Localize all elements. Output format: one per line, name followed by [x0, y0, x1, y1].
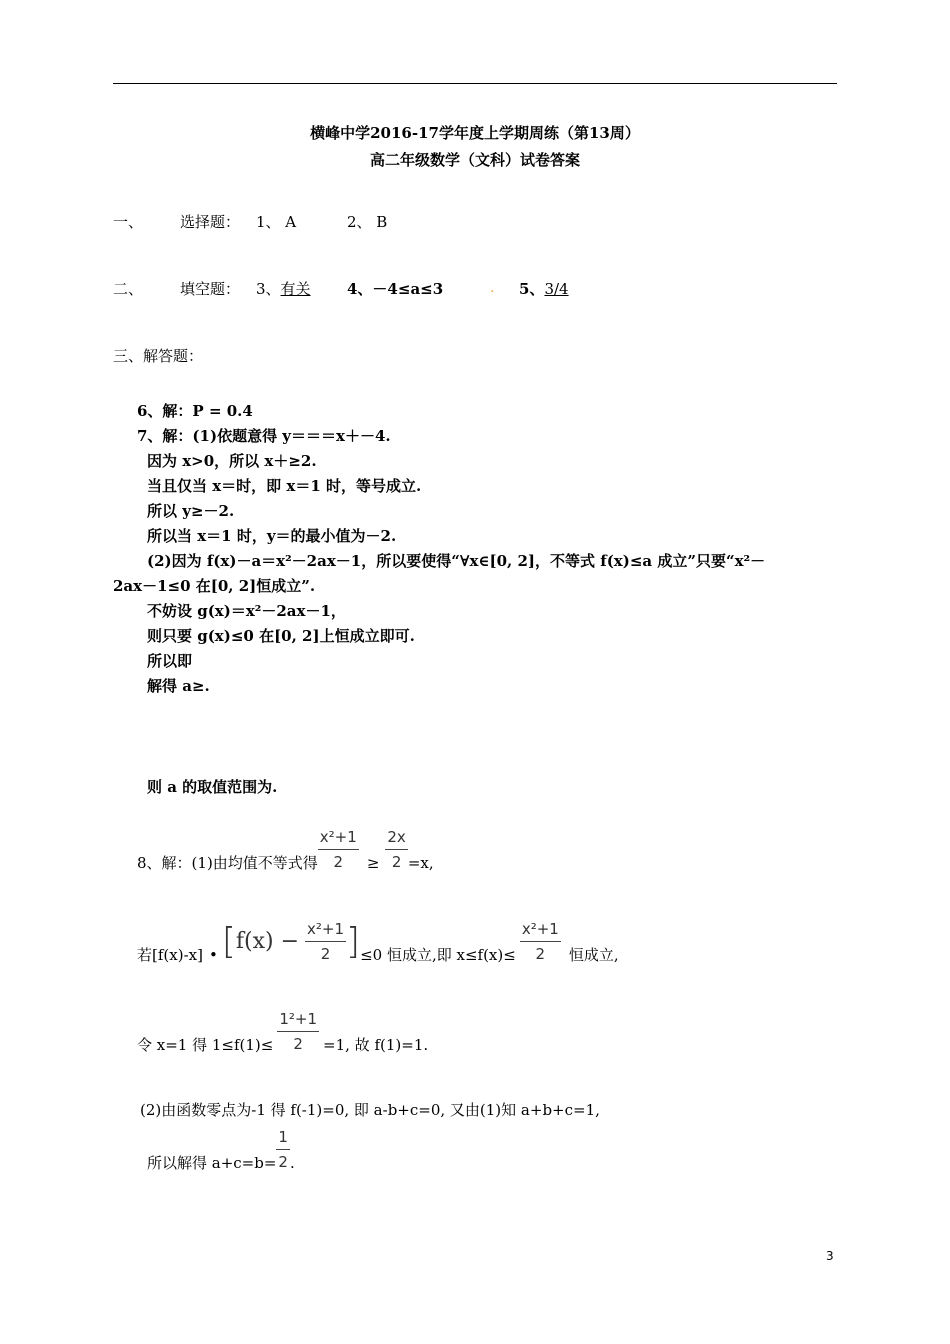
answer-8-line-1 [137, 826, 434, 873]
fraction-1-over-2 [276, 1128, 290, 1171]
answer-q5 [519, 278, 589, 299]
answer-8-line-5 [147, 1126, 295, 1173]
fraction-denominator: 2 [391, 853, 402, 871]
answer-8-line-4: (2)由函数零点为-1 得 f(-1)=0, 即 a-b+c=0, 又由(1)知 a+b+c=1, [140, 1101, 600, 1119]
answer-8-line-5-suffix: . [289, 1153, 295, 1172]
answer-7-line-9: 则只要 g(x)≤0 在[0, 2]上恒成立即可. [147, 627, 415, 645]
answer-8-line-1-suffix: =x, [407, 853, 434, 872]
page-number: 3 [826, 1249, 834, 1263]
section3-label: 三、解答题： [113, 347, 204, 365]
fraction-numerator: x²+1 [307, 920, 345, 938]
answer-6: 6、解：P = 0.4 [137, 402, 253, 420]
answer-q5-value: 3/4 [544, 280, 569, 298]
fraction-x2-plus-1-over-2 [305, 920, 346, 963]
answer-q1: 1、 A [256, 213, 297, 231]
header-rule [113, 83, 837, 84]
answer-8-line-1-prefix: 8、解：(1)由均值不等式得 [137, 854, 318, 872]
fraction-numerator: x²+1 [319, 828, 357, 846]
answer-7-line-11: 解得 a≥. [147, 677, 210, 695]
fraction-numerator: 1 [278, 1128, 288, 1146]
section2-label: 填空题： [180, 280, 241, 298]
answer-8-line-3 [137, 1008, 428, 1055]
page-subtitle: 高二年级数学（文科）试卷答案 [369, 151, 580, 169]
answer-7-line-7: 2ax－1≤0 在[0, 2]恒成立”. [113, 577, 316, 595]
fraction-denominator: 2 [278, 1153, 288, 1171]
answer-7-line-10: 所以即 [147, 652, 193, 670]
section1-label: 选择题： [180, 213, 241, 231]
fraction-denominator: 2 [293, 1035, 303, 1053]
answer-q2: 2、 B [347, 213, 388, 231]
answer-8-line-5-prefix: 所以解得 a+c=b= [147, 1154, 277, 1172]
answer-7-conclusion: 则 a 的取值范围为. [147, 778, 278, 796]
answer-7-line-6: (2)因为 f(x)－a＝x²－2ax－1，所以要使得“∀x∈[0, 2]，不等式 f(x)≤a 成立”只要“x²－ [147, 552, 766, 570]
fraction-denominator: 2 [535, 945, 546, 963]
answer-7-line-1: 7、解：(1)依题意得 y＝＝＝x＋－4. [137, 427, 391, 445]
fraction-numerator: 2x [387, 828, 406, 846]
section1-number: 一、 [113, 213, 144, 231]
answer-7-line-8: 不妨设 g(x)＝x²－2ax－1， [147, 602, 346, 620]
answer-8-line-2-mid: ≤0 恒成立,即 x≤f(x)≤ [360, 946, 516, 964]
fraction-x2-plus-1-over-2 [318, 828, 359, 871]
answer-q4: 4、－4≤a≤3 [347, 280, 444, 298]
fraction-numerator: 1²+1 [279, 1010, 318, 1028]
right-bracket-icon: ] [346, 921, 361, 962]
answer-q3-value: 有关 [280, 280, 311, 298]
fraction-denominator: 2 [333, 853, 344, 871]
answer-8-line-2-prefix: 若[f(x)-x] [137, 946, 203, 964]
answer-q3 [256, 278, 317, 299]
answer-7-line-4: 所以 y≥－2. [147, 502, 235, 520]
fraction-numerator: x²+1 [521, 920, 559, 938]
answer-q3-prefix: 3、 [256, 280, 281, 298]
orange-dot-mark: . [490, 280, 495, 296]
answer-q5-prefix: 5、 [519, 280, 545, 298]
left-bracket-icon: [ [221, 921, 236, 962]
answer-7-line-2: 因为 x>0，所以 x＋≥2. [147, 452, 317, 470]
answer-8-line-2 [137, 918, 619, 965]
answer-8-line-3-suffix: =1, 故 f(1)=1. [323, 1036, 429, 1054]
multiplication-dot: • [208, 945, 218, 964]
fraction-1sq-plus-1-over-2 [277, 1010, 319, 1053]
fraction-denominator: 2 [320, 945, 331, 963]
section2-number: 二、 [113, 280, 144, 298]
f-of-x-minus: f(x) − [235, 929, 300, 954]
answer-8-line-3-prefix: 令 x=1 得 1≤f(1)≤ [137, 1036, 274, 1054]
geq-sign: ≥ [366, 853, 380, 872]
answer-7-line-5: 所以当 x＝1 时，y＝的最小值为－2. [147, 527, 397, 545]
answer-7-line-3: 当且仅当 x＝时，即 x＝1 时，等号成立. [147, 477, 422, 495]
fraction-2x-over-2 [385, 828, 407, 871]
page-title: 横峰中学2016-17学年度上学期周练（第13周） [310, 124, 640, 142]
answer-8-line-2-suffix: 恒成立, [568, 946, 619, 964]
fraction-x2-plus-1-over-2 [520, 920, 561, 963]
